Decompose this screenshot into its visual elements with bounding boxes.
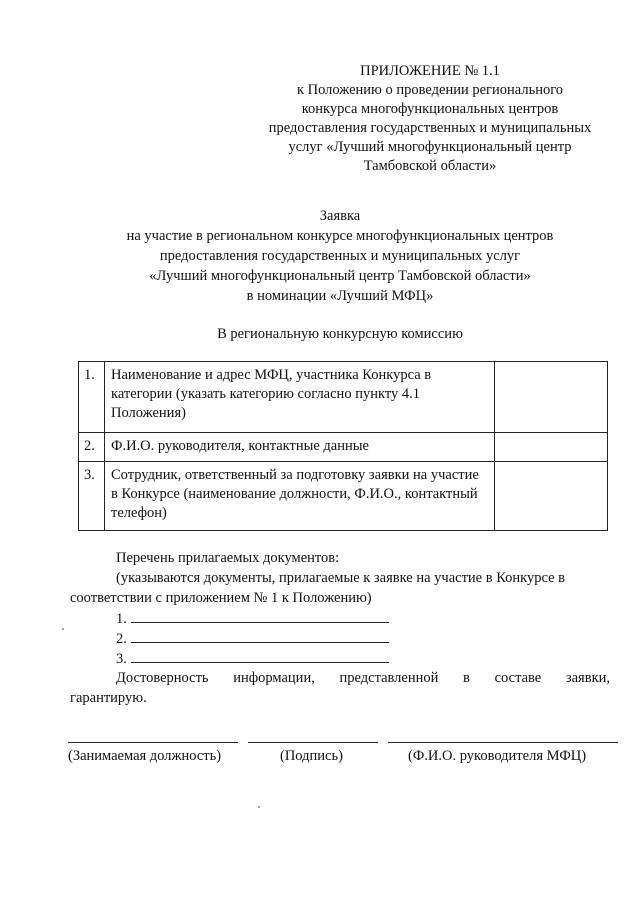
position-label: (Занимаемая должность) [68,748,222,764]
signature-line[interactable] [248,742,378,743]
reliability-statement-end: гарантирую. [70,690,147,706]
document-item-number: 2. [116,631,127,647]
document-item [70,648,610,668]
application-title: Заявка [319,208,361,224]
appendix-title: ПРИЛОЖЕНИЕ № 1.1 [360,63,500,79]
row-number: 2. [79,433,105,462]
document-item [70,628,610,648]
appendix-line: Тамбовской области» [363,158,497,174]
row-value-cell[interactable] [495,362,608,433]
document-item-number: 3. [116,651,127,667]
name-signature-line[interactable] [388,742,618,743]
row-number: 1. [79,362,105,433]
position-signature-line[interactable] [68,742,238,743]
application-subtitle-line: предоставления государственных и муниципальных услуг [159,248,521,264]
appendix-header [250,62,610,176]
table-row [79,362,608,433]
document-item [70,608,610,628]
application-table [78,361,608,531]
appendix-line: к Положению о проведении регионального [296,82,564,98]
documents-heading: Перечень прилагаемых документов: [116,550,340,566]
row-value-cell[interactable] [495,433,608,462]
application-subtitle-line: на участие в региональном конкурсе многофункциональных центров [126,228,554,244]
row-number: 3. [79,462,105,531]
document-item-blank-line[interactable] [131,648,389,663]
scan-speck [62,628,64,630]
documents-note: соответствии с приложением № 1 к Положению) [70,590,372,606]
commission-addressee: В региональную конкурсную комиссию [217,326,463,342]
table-row [79,433,608,462]
application-title-block [70,206,610,306]
name-label: (Ф.И.О. руководителя МФЦ) [408,748,587,764]
scan-speck [258,806,260,808]
application-subtitle-line: «Лучший многофункциональный центр Тамбовской области» [149,268,531,284]
row-label: Наименование и адрес МФЦ, участника Конкурса в категории (указать категорию согласно пункту 4.1 Положения) [105,362,495,433]
application-subtitle-line: в номинации «Лучший МФЦ» [246,288,434,304]
reliability-statement: Достоверность информации, представленной в составе заявки, [116,670,610,686]
document-item-blank-line[interactable] [131,608,389,623]
row-label: Сотрудник, ответственный за подготовку заявки на участие в Конкурсе (наименование должности, Ф.И.О., контактный телефон) [105,462,495,531]
appendix-line: конкурса многофункциональных центров [301,101,559,117]
documents-note: (указываются документы, прилагаемые к заявке на участие в Конкурсе в [116,570,566,586]
document-item-blank-line[interactable] [131,628,389,643]
appendix-line: предоставления государственных и муниципальных [268,120,592,136]
row-value-cell[interactable] [495,462,608,531]
document-item-number: 1. [116,611,127,627]
appendix-line: услуг «Лучший многофункциональный центр [288,139,572,155]
table-row [79,462,608,531]
signature-label: (Подпись) [280,748,343,764]
row-label: Ф.И.О. руководителя, контактные данные [105,433,495,462]
documents-section [70,548,610,708]
